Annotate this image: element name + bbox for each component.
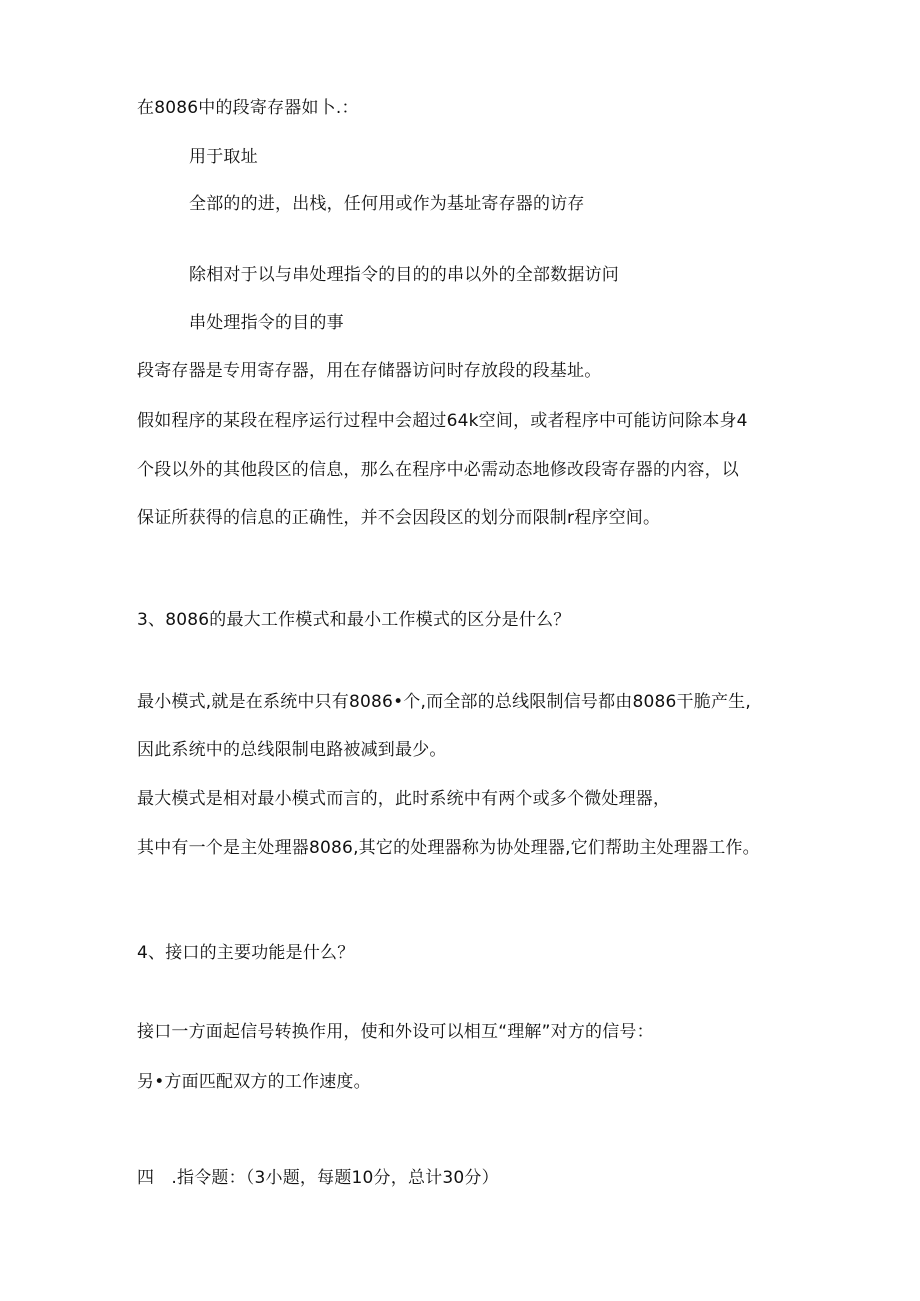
seg-item-3: 除相对于以与串处理指令的目的的串以外的全部数据访问 <box>189 265 619 285</box>
paragraph-line-2: 假如程序的某段在程序运行过程中会超过64k空间，或者程序中可能访问除本身4 <box>137 411 748 431</box>
paragraph-line-1: 段寄存器是专用寄存器，用在存储器访问时存放段的段基址。 <box>137 361 602 381</box>
q3-answer-line-3: 最大模式是相对最小模式而言的，此时系统中有两个或多个微处理器， <box>137 789 671 809</box>
section-4-heading: 四 .指令题：（3小题，每题10分，总计30分） <box>137 1168 499 1188</box>
q3-answer-line-1: 最小模式,就是在系统中只有8086•个,而全部的总线限制信号都由8086干脆产生, <box>137 692 751 712</box>
q4-answer-line-1: 接口一方面起信号转换作用，使和外设可以相互“理解”对方的信号： <box>137 1022 654 1042</box>
seg-item-1: 用于取址 <box>189 147 258 167</box>
paragraph-line-4: 保证所获得的信息的正确性，并不会因段区的划分而限制r程序空间。 <box>137 508 661 528</box>
paragraph-line-3: 个段以外的其他段区的信息，那么在程序中必需动态地修改段寄存器的内容，以 <box>137 460 739 480</box>
q3-answer-line-2: 因此系统中的总线限制电路被减到最少。 <box>137 740 447 760</box>
question-4: 4、接口的主要功能是什么？ <box>137 943 355 963</box>
q4-answer-line-2: 另•方面匹配双方的工作速度。 <box>137 1072 371 1092</box>
seg-item-4: 串处理指令的目的事 <box>189 313 344 333</box>
question-3: 3、8086的最大工作模式和最小工作模式的区分是什么？ <box>137 610 571 630</box>
intro-line: 在8086中的段寄存器如卜.： <box>137 98 359 118</box>
seg-item-2: 全部的的进，出栈，任何用或作为基址寄存器的访存 <box>189 194 585 214</box>
q3-answer-line-4: 其中有一个是主处理器8086,其它的处理器称为协处理器,它们帮助主处理器工作。 <box>137 838 760 858</box>
